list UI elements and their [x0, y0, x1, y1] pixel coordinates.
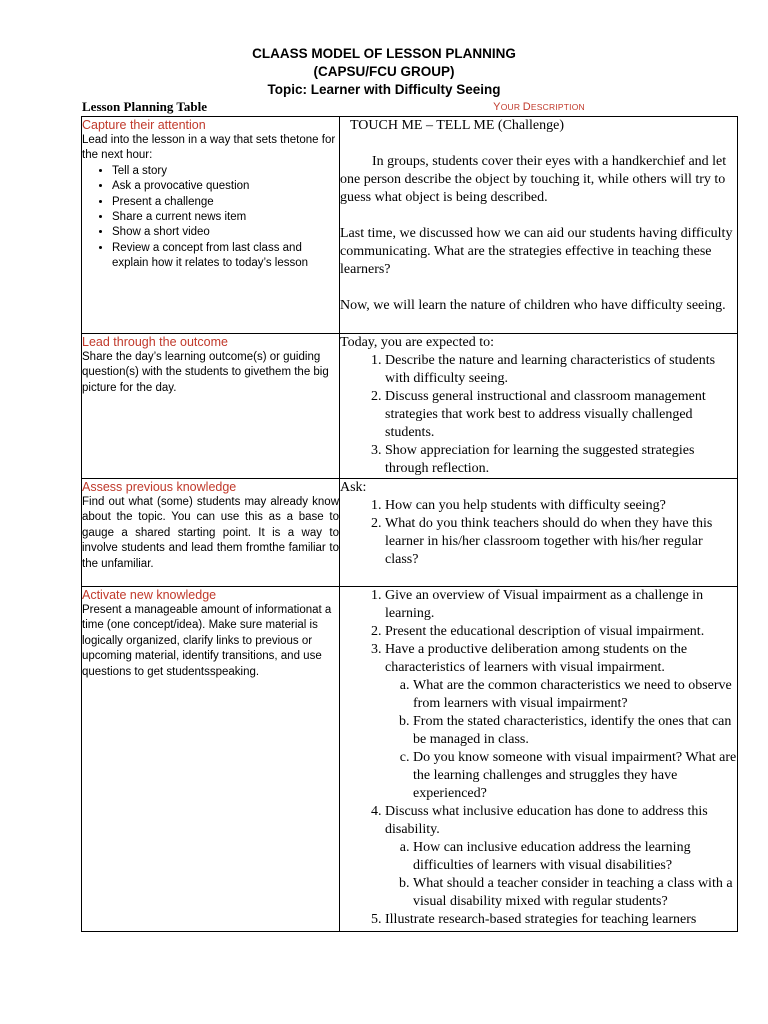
assess-intro: Ask:	[340, 480, 367, 495]
list-item: 2. What do you think teachers should do when they have this learner in his/her classroom together with his/her regular class?	[385, 515, 737, 569]
questions-list	[340, 497, 737, 569]
outcome-heading: Lead through the outcome	[82, 335, 228, 349]
assess-heading: Assess previous knowledge	[82, 480, 237, 494]
table-row-outcome	[82, 334, 738, 479]
sub-question-list	[385, 839, 737, 911]
list-item: • Share a current news item	[112, 210, 339, 225]
capture-bullet-list	[82, 164, 339, 272]
description-heading-cap2: D	[522, 101, 531, 113]
sub-question-list	[385, 677, 737, 803]
capture-intro: Lead into the lesson in a way that sets thetone for the next hour:	[82, 134, 336, 162]
table-caption: Lesson Planning Table	[82, 99, 207, 114]
lesson-planning-table	[81, 116, 738, 932]
list-item: • Present a challenge	[112, 195, 339, 210]
list-item-text: Have a productive deliberation among students on the characteristics of learners with visual impairment.	[385, 642, 688, 675]
list-item: a. How can inclusive education address the learning difficulties of learners with visual disabilities?	[413, 839, 737, 875]
objectives-list	[340, 352, 737, 478]
group-name: (CAPSU/FCU GROUP)	[313, 64, 455, 79]
list-item: • Review a concept from last class and explain how it relates to today’s lesson	[112, 241, 339, 272]
capture-description-cell	[340, 117, 738, 334]
challenge-instructions: In groups, students cover their eyes with a handkerchief and let one person describe the object by touching it, while others will try to guess what object is being described.	[340, 154, 727, 205]
list-item: 1. How can you help students with difficulty seeing?	[385, 497, 737, 515]
table-row-activate	[82, 587, 738, 932]
list-item-text: Discuss what inclusive education has done to address this disability.	[385, 804, 708, 837]
description-heading-cap1: Y	[493, 101, 501, 113]
topic-title: Topic: Learner with Difficulty Seeing	[267, 82, 501, 97]
outcome-description-cell	[340, 334, 738, 479]
table-row-assess	[82, 479, 738, 587]
list-item: 3. Show appreciation for learning the suggested strategies through reflection.	[385, 442, 737, 478]
list-item: 2. Discuss general instructional and classroom management strategies that work best to address visually challenged students.	[385, 388, 737, 442]
list-item: • Ask a provocative question	[112, 179, 339, 194]
list-item: 1. Describe the nature and learning characteristics of students with difficulty seeing.	[385, 352, 737, 388]
outcome-intro: Today, you are expected to:	[340, 335, 494, 350]
list-item: • Show a short video	[112, 225, 339, 240]
assess-description-cell	[340, 479, 738, 587]
assess-body: Find out what (some) students may already know about the topic. You can use this as a base to gauge a shared starting point. It is a way to involve students and lead them fromthe familiar to the unfamiliar.	[82, 496, 339, 570]
activate-guide-cell	[82, 587, 340, 932]
outcome-guide-cell	[82, 334, 340, 479]
list-item	[385, 641, 737, 803]
list-item: b. From the stated characteristics, identify the ones that can be managed in class.	[413, 713, 737, 749]
list-item: 1. Give an overview of Visual impairment as a challenge in learning.	[385, 587, 737, 623]
list-item: 2. Present the educational description of visual impairment.	[385, 623, 737, 641]
list-item	[385, 803, 737, 911]
list-item: b. What should a teacher consider in teaching a class with a visual disability mixed with regular students?	[413, 875, 737, 911]
capture-heading: Capture their attention	[82, 118, 206, 132]
challenge-title: TOUCH ME – TELL ME (Challenge)	[350, 118, 564, 133]
description-heading-rest1: OUR	[500, 102, 523, 112]
activities-list	[340, 587, 737, 929]
description-heading-rest2: ESCRIPTION	[530, 102, 585, 112]
outcome-body: Share the day’s learning outcome(s) or guiding question(s) with the students to givethem the big picture for the day.	[82, 351, 329, 394]
activate-body: Present a manageable amount of informationat a time (one concept/idea). Make sure material is logically organized, clarify links to previous or upcoming material, identify transitions, and use questions to get studentsspeaking.	[82, 604, 332, 678]
list-item: a. What are the common characteristics we need to observe from learners with visual impairment?	[413, 677, 737, 713]
assess-guide-cell	[82, 479, 340, 587]
recap-paragraph: Last time, we discussed how we can aid our students having difficulty communicating. What are the strategies effective in teaching these learners?	[340, 226, 733, 277]
capture-guide-cell	[82, 117, 340, 334]
transition-paragraph: Now, we will learn the nature of children who have difficulty seeing.	[340, 298, 726, 313]
list-item: • Tell a story	[112, 164, 339, 179]
document-title: CLAASS MODEL OF LESSON PLANNING	[252, 46, 516, 61]
table-row-capture	[82, 117, 738, 334]
list-item: 5. Illustrate research-based strategies for teaching learners	[385, 911, 737, 929]
activate-description-cell	[340, 587, 738, 932]
description-column-heading	[341, 99, 737, 115]
list-item: c. Do you know someone with visual impairment? What are the learning challenges and struggles they have experienced?	[413, 749, 737, 803]
activate-heading: Activate new knowledge	[82, 588, 217, 602]
